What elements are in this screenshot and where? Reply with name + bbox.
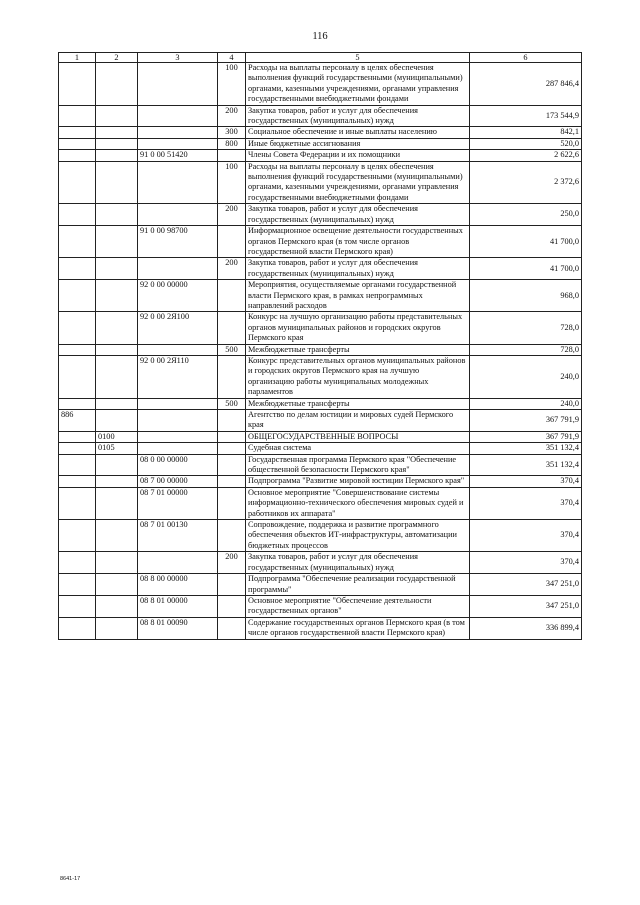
column-header: 1 [59,53,96,63]
amount-cell: 347 251,0 [470,595,582,617]
table-row [59,63,582,106]
target-article-cell [138,204,218,226]
target-article-cell [138,410,218,432]
table-row [59,595,582,617]
target-article-cell [138,127,218,138]
target-article-cell: 08 0 00 00000 [138,454,218,476]
footer-code: 8641-17 [60,876,81,882]
expense-type-cell [218,443,246,454]
description-cell: ОБЩЕГОСУДАРСТВЕННЫЕ ВОПРОСЫ [246,431,470,442]
section-code-cell [96,520,138,552]
target-article-cell [138,344,218,355]
ministry-code-cell [59,574,96,596]
ministry-code-cell [59,105,96,127]
amount-cell: 2 372,6 [470,161,582,204]
target-article-cell: 08 7 00 00000 [138,476,218,487]
table-row [59,487,582,519]
expense-type-cell [218,431,246,442]
amount-cell: 250,0 [470,204,582,226]
column-header-row [59,53,582,63]
ministry-code-cell [59,138,96,149]
ministry-code-cell [59,127,96,138]
expense-type-cell [218,595,246,617]
target-article-cell: 91 0 00 98700 [138,226,218,258]
section-code-cell [96,595,138,617]
expense-type-cell [218,520,246,552]
section-code-cell [96,150,138,161]
expense-type-cell: 500 [218,398,246,409]
amount-cell: 968,0 [470,280,582,312]
amount-cell: 41 700,0 [470,226,582,258]
section-code-cell [96,127,138,138]
table-row [59,574,582,596]
section-code-cell [96,161,138,204]
amount-cell: 370,4 [470,476,582,487]
ministry-code-cell [59,204,96,226]
expense-type-cell [218,312,246,344]
description-cell: Иные бюджетные ассигнования [246,138,470,149]
section-code-cell [96,398,138,409]
ministry-code-cell [59,150,96,161]
budget-table [58,52,582,640]
description-cell: Закупка товаров, работ и услуг для обеспечения государственных (муниципальных) нужд [246,105,470,127]
amount-cell: 2 622,6 [470,150,582,161]
target-article-cell: 92 0 00 00000 [138,280,218,312]
ministry-code-cell [59,617,96,639]
target-article-cell: 08 8 01 00000 [138,595,218,617]
table-row [59,431,582,442]
table-row [59,476,582,487]
amount-cell: 240,0 [470,355,582,398]
ministry-code-cell [59,355,96,398]
section-code-cell [96,617,138,639]
description-cell: Основное мероприятие "Совершенствование системы информационно-технического обеспечения мировых судей и работников их аппарата" [246,487,470,519]
expense-type-cell: 200 [218,105,246,127]
target-article-cell [138,552,218,574]
ministry-code-cell [59,312,96,344]
description-cell: Социальное обеспечение и иные выплаты населению [246,127,470,138]
description-cell: Расходы на выплаты персоналу в целях обеспечения выполнения функций государственными (муниципальными) органами, казенными учреждениями, органами управления государственными внебюджетными фондами [246,161,470,204]
table-row [59,344,582,355]
description-cell: Основное мероприятие "Обеспечение деятельности государственных органов" [246,595,470,617]
ministry-code-cell [59,487,96,519]
expense-type-cell [218,574,246,596]
table-row [59,105,582,127]
ministry-code-cell [59,431,96,442]
table-row [59,161,582,204]
table-row [59,138,582,149]
column-header: 4 [218,53,246,63]
expense-type-cell [218,226,246,258]
table-row [59,312,582,344]
section-code-cell [96,138,138,149]
target-article-cell: 92 0 00 2Я110 [138,355,218,398]
target-article-cell [138,138,218,149]
description-cell: Содержание государственных органов Пермского края (в том числе органов государственной власти Пермского края) [246,617,470,639]
description-cell: Агентство по делам юстиции и мировых судей Пермского края [246,410,470,432]
target-article-cell [138,398,218,409]
amount-cell: 842,1 [470,127,582,138]
expense-type-cell [218,410,246,432]
table-row [59,398,582,409]
target-article-cell [138,443,218,454]
description-cell: Сопровождение, поддержка и развитие программного обеспечения объектов ИТ-инфраструктуры, автоматизации бюджетных процессов [246,520,470,552]
table-row [59,520,582,552]
description-cell: Подпрограмма "Развитие мировой юстиции Пермского края" [246,476,470,487]
expense-type-cell [218,355,246,398]
ministry-code-cell [59,280,96,312]
expense-type-cell [218,454,246,476]
section-code-cell [96,280,138,312]
ministry-code-cell [59,520,96,552]
target-article-cell [138,258,218,280]
expense-type-cell [218,476,246,487]
table-row [59,443,582,454]
description-cell: Подпрограмма "Обеспечение реализации государственной программы" [246,574,470,596]
ministry-code-cell [59,595,96,617]
amount-cell: 347 251,0 [470,574,582,596]
column-header: 5 [246,53,470,63]
description-cell: Закупка товаров, работ и услуг для обеспечения государственных (муниципальных) нужд [246,204,470,226]
section-code-cell [96,454,138,476]
table-row [59,150,582,161]
table-row [59,127,582,138]
expense-type-cell: 100 [218,161,246,204]
ministry-code-cell [59,344,96,355]
ministry-code-cell: 886 [59,410,96,432]
target-article-cell [138,161,218,204]
amount-cell: 370,4 [470,520,582,552]
target-article-cell [138,63,218,106]
ministry-code-cell [59,161,96,204]
table-row [59,280,582,312]
amount-cell: 336 899,4 [470,617,582,639]
target-article-cell: 08 7 01 00130 [138,520,218,552]
amount-cell: 351 132,4 [470,443,582,454]
description-cell: Судебная система [246,443,470,454]
description-cell: Межбюджетные трансферты [246,344,470,355]
section-code-cell [96,344,138,355]
ministry-code-cell [59,454,96,476]
table-row [59,410,582,432]
section-code-cell [96,312,138,344]
description-cell: Расходы на выплаты персоналу в целях обеспечения выполнения функций государственными (муниципальными) органами, казенными учреждениями, органами управления государственными внебюджетными фондами [246,63,470,106]
amount-cell: 728,0 [470,312,582,344]
table-row [59,617,582,639]
description-cell: Государственная программа Пермского края "Обеспечение общественной безопасности Пермского края" [246,454,470,476]
amount-cell: 287 846,4 [470,63,582,106]
section-code-cell [96,487,138,519]
expense-type-cell: 100 [218,63,246,106]
ministry-code-cell [59,258,96,280]
ministry-code-cell [59,398,96,409]
target-article-cell: 08 8 00 00000 [138,574,218,596]
section-code-cell [96,258,138,280]
description-cell: Межбюджетные трансферты [246,398,470,409]
ministry-code-cell [59,552,96,574]
description-cell: Закупка товаров, работ и услуг для обеспечения государственных (муниципальных) нужд [246,552,470,574]
section-code-cell [96,226,138,258]
amount-cell: 41 700,0 [470,258,582,280]
section-code-cell: 0100 [96,431,138,442]
table-row [59,226,582,258]
target-article-cell: 92 0 00 2Я100 [138,312,218,344]
ministry-code-cell [59,476,96,487]
amount-cell: 351 132,4 [470,454,582,476]
amount-cell: 728,0 [470,344,582,355]
table-row [59,355,582,398]
expense-type-cell [218,617,246,639]
description-cell: Закупка товаров, работ и услуг для обеспечения государственных (муниципальных) нужд [246,258,470,280]
amount-cell: 370,4 [470,552,582,574]
amount-cell: 520,0 [470,138,582,149]
column-header: 3 [138,53,218,63]
description-cell: Информационное освещение деятельности государственных органов Пермского края (в том числе органов государственной власти Пермского края) [246,226,470,258]
table-row [59,454,582,476]
expense-type-cell [218,150,246,161]
target-article-cell: 91 0 00 51420 [138,150,218,161]
section-code-cell [96,204,138,226]
amount-cell: 367 791,9 [470,410,582,432]
section-code-cell [96,574,138,596]
expense-type-cell [218,280,246,312]
target-article-cell [138,431,218,442]
section-code-cell [96,552,138,574]
expense-type-cell: 300 [218,127,246,138]
description-cell: Конкурс представительных органов муниципальных районов и городских округов Пермского края на лучшую организацию работы муниципальных молодежных парламентов [246,355,470,398]
section-code-cell [96,355,138,398]
column-header: 6 [470,53,582,63]
amount-cell: 240,0 [470,398,582,409]
description-cell: Конкурс на лучшую организацию работы представительных органов муниципальных районов и городских округов Пермского края [246,312,470,344]
section-code-cell: 0105 [96,443,138,454]
amount-cell: 173 544,9 [470,105,582,127]
expense-type-cell: 200 [218,258,246,280]
expense-type-cell: 200 [218,552,246,574]
section-code-cell [96,410,138,432]
description-cell: Мероприятия, осуществляемые органами государственной власти Пермского края, в рамках непрограммных направлений расходов [246,280,470,312]
column-header: 2 [96,53,138,63]
expense-type-cell: 800 [218,138,246,149]
expense-type-cell: 200 [218,204,246,226]
amount-cell: 367 791,9 [470,431,582,442]
section-code-cell [96,105,138,127]
ministry-code-cell [59,63,96,106]
target-article-cell [138,105,218,127]
table-row [59,204,582,226]
table-row [59,552,582,574]
expense-type-cell [218,487,246,519]
ministry-code-cell [59,443,96,454]
target-article-cell: 08 7 01 00000 [138,487,218,519]
ministry-code-cell [59,226,96,258]
target-article-cell: 08 8 01 00090 [138,617,218,639]
description-cell: Члены Совета Федерации и их помощники [246,150,470,161]
page-number: 116 [312,31,328,42]
section-code-cell [96,476,138,487]
section-code-cell [96,63,138,106]
expense-type-cell: 500 [218,344,246,355]
table-row [59,258,582,280]
amount-cell: 370,4 [470,487,582,519]
